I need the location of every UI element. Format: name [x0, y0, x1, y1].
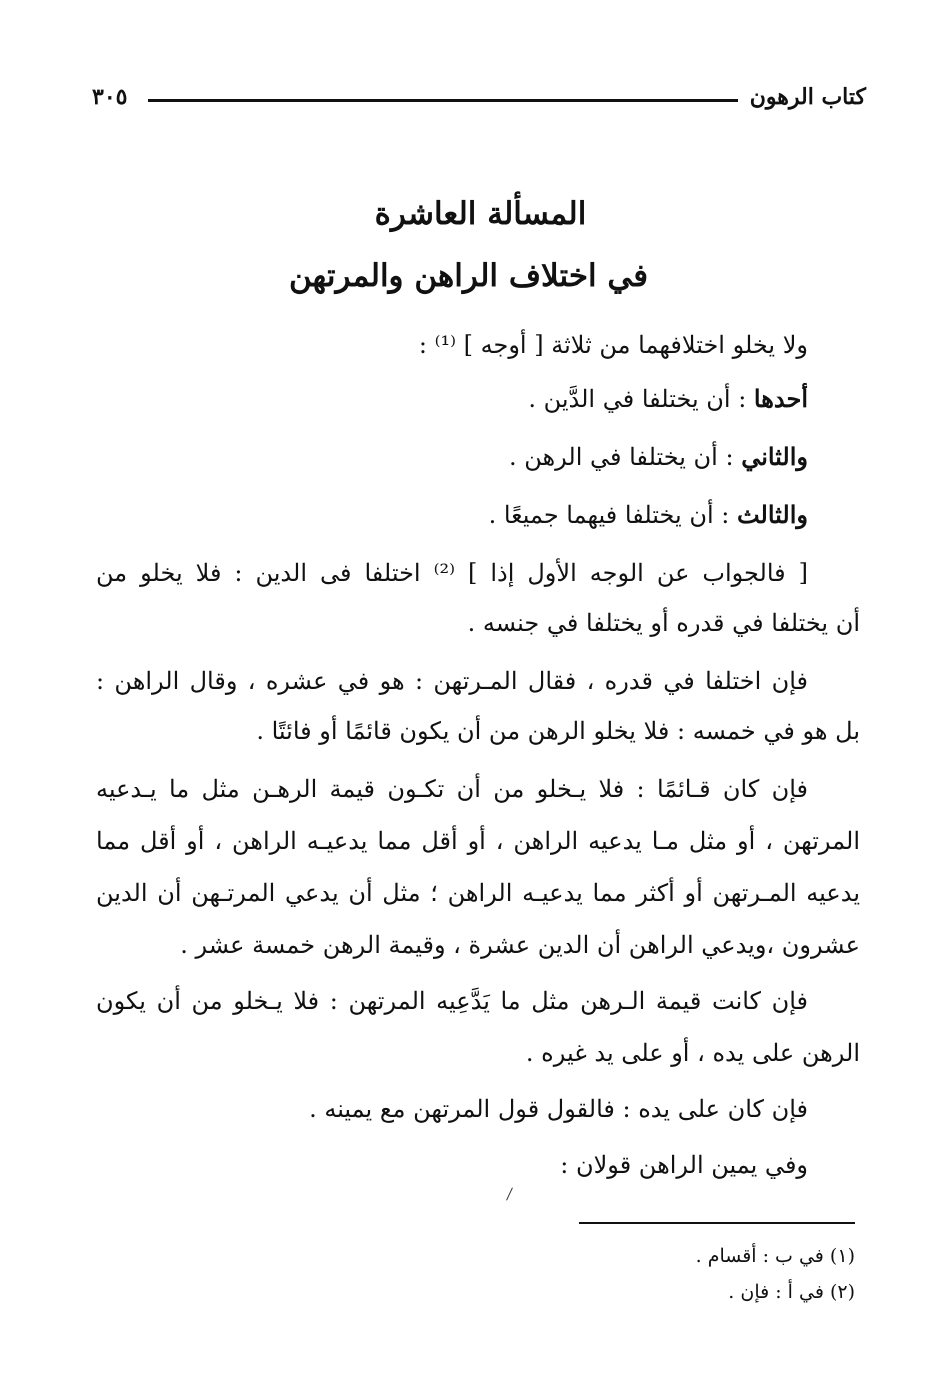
text-span: : أن يختلفا في الرهن . — [508, 443, 742, 471]
header-rule — [148, 99, 738, 102]
text-line: فإن كان قـائمًا : فلا يـخلو من أن تكـون قيمة الرهـن مثل ما يـدعيه — [96, 775, 808, 803]
text-line: ولا يخلو اختلافهما من ثلاثة [ أوجه ] ⁽¹⁾ : — [418, 331, 808, 359]
footnote-rule — [579, 1222, 855, 1224]
text-line — [528, 374, 808, 424]
bold-term: والثالث — [736, 500, 808, 529]
text-span: : أن يختلفا في الدَّين . — [528, 385, 754, 413]
text-line — [509, 432, 808, 482]
text-line: بل هو في خمسه : فلا يخلو الرهن من أن يكون قائمًا أو فائتًا . — [256, 717, 860, 745]
text-line: [ فالجواب عن الوجه الأول إذا ] ⁽²⁾ اختلفا فى الدين : فلا يخلو من — [96, 559, 808, 587]
text-line: فإن كان على يده : فالقول قول المرتهن مع يمينه . — [309, 1095, 808, 1123]
text-line: المرتهن ، أو مثل مـا يدعيه الراهن ، أو أقل مما يدعيـه الراهن ، أو أقل مما — [96, 827, 860, 855]
stray-mark — [506, 1187, 513, 1200]
text-line: أن يختلفا في قدره أو يختلفا في جنسه . — [467, 609, 860, 637]
text-line: الرهن على يده ، أو على يد غيره . — [525, 1039, 860, 1067]
text-line: وفي يمين الراهن قولان : — [560, 1151, 808, 1179]
text-line: عشرون ،ويدعي الراهن أن الدين عشرة ، وقيمة الرهن خمسة عشر . — [180, 931, 860, 959]
text-line: فإن كانت قيمة الـرهن مثل ما يَدَّعِيه المرتهن : فلا يـخلو من أن يكون — [96, 987, 808, 1015]
running-header — [92, 82, 866, 118]
book-title: كتاب الرهون — [749, 84, 866, 110]
page-number: ٣٠٥ — [92, 84, 128, 110]
text-line — [489, 490, 808, 540]
bold-term: أحدها — [753, 384, 808, 413]
section-subtitle: في اختلاف الراهن والمرتهن — [288, 258, 649, 294]
footnote: (٢) في أ : فإن . — [728, 1281, 855, 1303]
text-line: يدعيه المـرتهن أو أكثر مما يدعيـه الراهن ؛ مثل أن يدعي المرتـهن أن الدين — [96, 879, 860, 907]
text-span: : أن يختلفا فيهما جميعًا . — [488, 501, 737, 529]
section-title: المسألة العاشرة — [374, 196, 587, 232]
text-line: فإن اختلفا في قدره ، فقال المـرتهن : هو في عشره ، وقال الراهن : — [96, 667, 808, 695]
footnotes — [696, 1238, 855, 1310]
footnote: (١) في ب : أقسام . — [695, 1245, 855, 1267]
bold-term: والثاني — [741, 442, 808, 471]
